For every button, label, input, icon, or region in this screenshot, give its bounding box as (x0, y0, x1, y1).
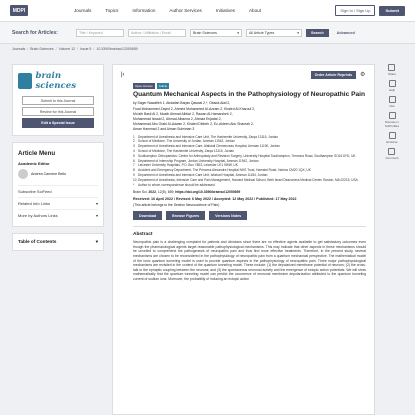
affiliation-number: 10 (133, 177, 137, 182)
citation-volume: , 12(5), 659; (156, 190, 175, 195)
article-dates: Received: 16 April 2022 / Revised: 6 May 2022 / Accepted: 12 May 2022 / Published: 17 May 2022 (133, 197, 297, 202)
collapse-sidebar-icon[interactable]: |‹ (121, 72, 125, 78)
affiliation-number: 1 (133, 134, 135, 139)
affiliation-number: 3 (133, 144, 135, 149)
citation (133, 190, 366, 194)
affiliation-text: Southampton Orthopaedics: Centre for Arthroplasty and Revision Surgery, University Hospital Southampton, Tremona Road, Southampton SO16 6YD, UK (138, 153, 356, 158)
menu-link-label: Related Info Links (18, 200, 51, 206)
doi-link[interactable]: https://doi.org/10.3390/brainsci12050659 (175, 190, 241, 195)
top-actions (335, 5, 405, 16)
journal-panel (12, 64, 104, 136)
divider (133, 226, 366, 227)
article-type-badge: Article (158, 84, 168, 88)
nav-initiatives[interactable]: Initiatives (215, 8, 235, 13)
nav-about[interactable]: About (248, 8, 261, 13)
breadcrumb-separator: / (27, 47, 29, 51)
breadcrumb-separator: / (77, 47, 79, 51)
rail-label: Share (387, 72, 396, 76)
article-badges (133, 83, 366, 89)
affiliation-number: 4 (133, 149, 135, 154)
affiliation-text: School of Medicine, The Hashemite University, Zarqa 13115, Jordan (138, 149, 235, 154)
help-icon (389, 80, 396, 87)
abstract-title: Abstract (133, 232, 153, 238)
section-note: (This article belongs to the Section Neuroscience of Pain) (133, 203, 220, 208)
affiliation-text: Author to whom correspondence should be addressed. (138, 182, 216, 187)
citation-year: 2022 (148, 190, 157, 195)
affiliation (133, 183, 366, 188)
left-sidebar (12, 64, 104, 257)
article-toolbar (121, 71, 366, 79)
affiliation-text: Leicester University Hospitals, P.O. Box 7853, Leicester LE1 9WW, UK (138, 163, 238, 168)
affiliation-number: 5 (133, 153, 135, 158)
gear-icon[interactable]: ⚙ (360, 72, 366, 78)
more-by-authors-links[interactable] (18, 209, 98, 221)
help-rail-item[interactable] (389, 80, 396, 92)
thumbs-up-icon (389, 132, 396, 139)
mdpi-logo[interactable] (10, 5, 28, 16)
affiliation-number: 7 (133, 163, 135, 168)
breadcrumb-separator: / (93, 47, 95, 51)
table-of-contents-panel[interactable] (12, 233, 104, 251)
affiliation-number: 6 (133, 158, 135, 163)
chevron-down-icon: ▾ (95, 212, 98, 218)
order-reprints-button[interactable]: Order Article Reprints (311, 71, 356, 79)
title-keyword-input[interactable]: Title / Keyword (76, 29, 124, 37)
author-line[interactable]: Mo'ath Basil Al 2, Moath Ahmad Albliwi 2, Rawan Al-Hamarsheh 2, (133, 111, 233, 116)
signin-button[interactable]: Sign In / Sign Up (335, 5, 375, 16)
download-row (133, 211, 366, 220)
chevron-down-icon: ▾ (95, 200, 98, 206)
author-line[interactable]: Mohammad Abu Orabi Al-Adwan 2, Khaled Dibbeh 2, Ez-Aldeen Abu Shareah 2, (133, 122, 254, 127)
author-affiliation-input[interactable]: Author / Affiliation / Email (128, 29, 186, 37)
affiliation-number: 8 (133, 168, 135, 173)
article-main (112, 64, 375, 415)
breadcrumb-volume[interactable]: Volume 12 (58, 47, 76, 51)
menu-link-label: Subscribe SciFeed (18, 188, 52, 194)
share-rail-item[interactable] (388, 64, 396, 76)
affiliation-text: School of Medicine, The University of Jordan, Amman 11942, Jordan (138, 139, 235, 144)
article-type-select-value: All Article Types (249, 30, 275, 35)
download-button[interactable]: Download (133, 211, 162, 220)
affiliation-text: Department of Anesthesia and Intensive Care, Alabdali Clemenceau Hospital, Amman 11190, Jordan (138, 144, 280, 149)
share-icon (388, 64, 395, 71)
chevron-down-icon: ▾ (297, 30, 299, 35)
chevron-down-icon: ▾ (237, 30, 239, 35)
rail-label: Endorse (386, 140, 398, 144)
open-access-badge: Open Access (135, 84, 153, 88)
submit-to-journal-button[interactable]: Submit to this Journal (22, 96, 94, 105)
breadcrumb (0, 44, 415, 54)
affiliation-number: 2 (133, 139, 135, 144)
brain-logo-icon (18, 73, 32, 89)
breadcrumb-journals[interactable]: Journals (12, 47, 26, 51)
edit-special-issue-button[interactable]: Edit a Special Issue (22, 118, 94, 127)
journal-select[interactable] (190, 29, 242, 37)
article-title: Quantum Mechanical Aspects in the Pathophysiology of Neuropathic Pain (133, 91, 366, 98)
breadcrumb-separator: / (55, 47, 57, 51)
search-button[interactable]: Search (306, 29, 329, 37)
chevron-down-icon: ▾ (95, 238, 98, 244)
affiliation-text: Department of Internship Program, Jordan University Hospital, Amman 11942, Jordan (138, 158, 259, 163)
comment-rail-item[interactable] (385, 148, 398, 160)
rail-label: Discuss in SciProfiles (384, 120, 400, 128)
academic-editor-heading: Academic Editor (18, 160, 50, 166)
search-bar (0, 22, 415, 44)
nav-journals[interactable]: Journals (74, 8, 92, 13)
abstract-text: Neuropathic pain is a challenging complaint for patients and clinicians since there are no effective agents available to get satisfactory outcomes even though the pharmacological agents target reasonable pathophysiological mechanisms. This may indicate that other aspects in these mechanisms should be unveiled to comprehend the pathogenesis of neuropathic pain and thus find more effective treatments. Therefore, in the present study, several mechanisms are chosen to be reconsidered in the pathophysiology of neuropathic pain from a quantum mechanical perspective. The mathematical model of the ionic quantum tunneling model is used to provide quantum aspects in the pathophysiology of neuropathic pain. Three major pathophysiological mechanisms are revisited in the context of the quantum tunneling model. These include: (1) the depolarized membrane potential of neurons; (2) the cross-talk or the ephaptic coupling between the neurons; and (3) the spontaneous neuronal activity and the emergence of ectopic action potentials. We will show mathematically that the quantum tunneling model can predict the occurrence of neuronal membrane depolarization attributed to the quantum tunneling current of sodium ions. Moreover, the probability of inducing an ectopic action (133, 240, 366, 281)
affiliation-list (133, 135, 366, 188)
affiliation-text: Department of Anesthesia, Intensive Care and Pain Management, Harvard Medical School, Beth Israel Deaconess Medical Center, Boston, MA 02215, USA (138, 177, 358, 182)
nav-author-services[interactable]: Author Services (169, 8, 202, 13)
affiliation-number: * (133, 182, 135, 187)
review-for-journal-button[interactable]: Review for this Journal (22, 107, 94, 116)
author-list (133, 101, 366, 132)
related-info-links[interactable] (18, 197, 98, 209)
journal-name: brain sciences (35, 71, 77, 91)
journal-select-value: Brain Sciences (193, 30, 217, 35)
submit-button[interactable]: Submit (379, 6, 405, 16)
main-nav (74, 8, 335, 13)
nav-information[interactable]: Information (132, 8, 156, 13)
breadcrumb-journal[interactable]: Brain Sciences (30, 47, 54, 51)
subscribe-scifeed-link[interactable] (18, 185, 98, 197)
comment-icon (388, 148, 395, 155)
academic-editor[interactable] (18, 169, 98, 179)
top-navbar (0, 0, 415, 22)
right-rail (380, 64, 404, 160)
editor-name: Andrea Carmine Belin (31, 171, 67, 176)
sciprofiles-rail-item[interactable] (380, 112, 404, 128)
rail-label: Comment (385, 156, 399, 160)
affiliation-text: Department of Anesthesia and Intensive Care Unit, The Hashemite University, Zarqa 13115, Jordan (138, 134, 278, 139)
advanced-search-link[interactable]: Advanced (336, 30, 355, 35)
article-menu-panel (12, 142, 104, 227)
search-label: Search for Articles: (12, 29, 58, 36)
author-line[interactable]: Fuad Mohammed Zayed 2, Ahmed Mohammed Al-Azzam 2, Khaled Al-Kharouf 2, (133, 106, 256, 111)
browse-figures-button[interactable]: Browse Figures (166, 211, 205, 220)
article-type-select[interactable] (246, 29, 302, 37)
mdpi-logo-mark: MDPI (10, 5, 28, 16)
versions-notes-button[interactable]: Versions Notes (209, 211, 247, 220)
author-line[interactable]: by Sager Nawafleh 1, Abdallah Barjas Qaswal 2,*, Obada Alali 2, (133, 101, 231, 106)
toc-title: Table of Contents (18, 238, 57, 244)
avatar (18, 169, 28, 179)
breadcrumb-doi: 10.3390/brainsci12050659 (96, 47, 138, 51)
rail-label: Help (388, 88, 396, 92)
rail-label: Cite (389, 104, 395, 108)
menu-link-label: More by Authors Links (18, 212, 58, 218)
endorse-rail-item[interactable] (386, 132, 397, 144)
citation-journal: Brain Sci. (133, 190, 148, 195)
affiliation-text: Accident and Emergency Department, The Princess Alexandra Hospital NHS Trust, Hamstel Road, Harlow CM20 1QX, UK (138, 168, 311, 173)
nav-topics[interactable]: Topics (105, 8, 119, 13)
author-line[interactable]: Aman Hammad 2 and Aiman Suleiman 3 (133, 127, 195, 132)
article-menu-title: Article Menu (18, 149, 56, 157)
journal-logo[interactable] (18, 70, 98, 92)
author-line[interactable]: Mohammad Iswaid 2, Ahmad Albanna 2, Ahmad Enjadat 2, (133, 117, 222, 122)
affiliation-number: 9 (133, 173, 135, 177)
affiliation-text: Department of Anesthesia and Intensive Care Unit, Istishari Hospital, Amman 11184, Jordan (138, 173, 268, 177)
breadcrumb-issue[interactable]: Issue 5 (80, 47, 92, 51)
cite-rail-item[interactable] (389, 96, 396, 108)
discuss-icon (389, 112, 396, 119)
quote-icon (389, 96, 396, 103)
